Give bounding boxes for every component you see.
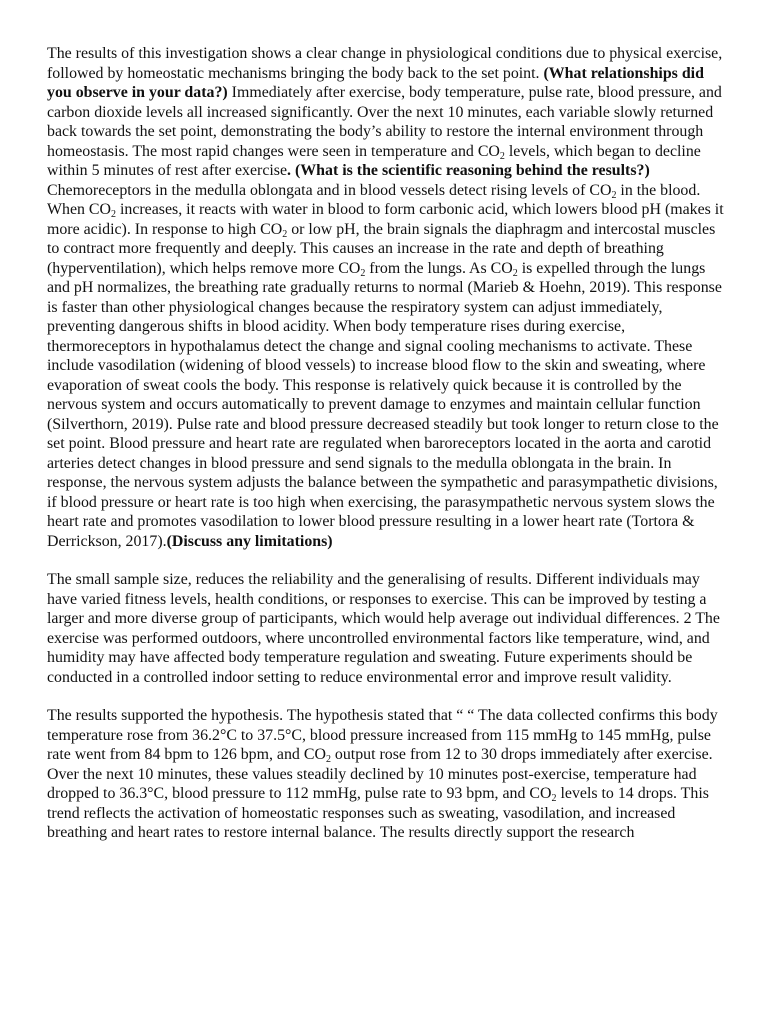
subscript: 2 bbox=[360, 267, 366, 279]
bold-prompt: (Discuss any limitations) bbox=[166, 532, 333, 550]
text-run: The results of this investigation shows a clear change in physiological conditions due to physical exercise, followed by homeostatic mechanisms bringing the body back to the set point. bbox=[47, 45, 723, 82]
bold-prompt: . (What is the scientific reasoning behind the results?) bbox=[287, 162, 650, 179]
subscript: 2 bbox=[325, 754, 331, 765]
text-run: from the lungs. As CO bbox=[365, 259, 513, 277]
text-run: is expelled through the lungs and pH normalizes, the breathing rate gradually returns to normal (Marieb & Hoehn, 2019). This response is faster than other physiological changes because the respiratory system can adjust immediately, preventing dangerous shifts in blood acidity. When body temperature rises during exercise, thermoreceptors in hypothalamus detect the change and signal cooling mechanisms to activate. These include vasodilation (widening of blood vessels) to increase blood flow to the skin and sweating, where evaporation of sweat cools the body. This response is relatively quick because it is controlled by the nervous system and occurs automatically to prevent damage to enzymes and maintain cellular function (Silverthorn, 2019). Pulse rate and blood pressure decreased steadily but took longer to return close to the set point. Blood pressure and heart rate are regulated when baroreceptors located in the aorta and carotid arteries detect changes in blood pressure and send signals to the medulla oblongata in the brain. In response, the nervous system adjusts the balance between the sympathetic and parasympathetic divisions, if blood pressure or heart rate is too high when exercising, the parasympathetic nervous system slows the heart rate and promotes vasodilation to lower blood pressure resulting in a lower heart rate (Tortora & Derrickson, 2017). bbox=[47, 259, 722, 550]
text-run: in the blood. When CO bbox=[47, 181, 701, 218]
paragraph-hypothesis bbox=[47, 706, 725, 843]
subscript: 2 bbox=[611, 189, 617, 201]
subscript: 2 bbox=[111, 209, 116, 220]
paragraph-limitations bbox=[47, 570, 725, 687]
bold-prompt: (What relationships did you observe in your data?) bbox=[47, 64, 704, 101]
paragraph-discussion bbox=[47, 44, 725, 551]
subscript: 2 bbox=[499, 150, 505, 162]
text-run: levels to 14 drops. This trend reflects the activation of homeostatic responses such as sweating, vasodilation, and increased breathing and heart rates to restore internal balance. The results directly support the research bbox=[47, 785, 709, 841]
text-run: increases, it reacts with water in blood to form carbonic acid, which lowers blood pH (makes it more acidic). In response to high CO bbox=[47, 201, 724, 238]
text-run: output rose from 12 to 30 drops immediately after exercise. Over the next 10 minutes, these values steadily declined by 10 minutes post-exercise, temperature had dropped to 36.3°C, blood pressure to 112 mmHg, pulse rate to 93 bpm, and CO bbox=[47, 746, 713, 802]
document-page bbox=[47, 44, 725, 862]
text-run: The small sample size, reduces the reliability and the generalising of results. Different individuals may have varied fitness levels, health conditions, or responses to exercise. This can be improved by testing a larger and more diverse group of participants, which would help average out individual differences. 2 The exercise was performed outdoors, where uncontrolled environmental factors like temperature, wind, and humidity may have affected body temperature regulation and sweating. Future experiments should be conducted in a controlled indoor setting to reduce environmental error and improve result validity. bbox=[47, 571, 720, 686]
text-run: Immediately after exercise, body temperature, pulse rate, blood pressure, and carbon dioxide levels all increased significantly. Over the next 10 minutes, each variable slowly returned back towards the set point, demonstrating the body’s ability to restore the internal environment through homeostasis. The most rapid changes were seen in temperature and CO bbox=[47, 84, 722, 160]
subscript: 2 bbox=[282, 228, 288, 240]
subscript: 2 bbox=[551, 793, 557, 804]
text-run: levels, which began to decline within 5 minutes of rest after exercise bbox=[47, 142, 701, 179]
text-run: Chemoreceptors in the medulla oblongata and in blood vessels detect rising levels of CO bbox=[47, 181, 612, 199]
text-run: or low pH, the brain signals the diaphragm and intercostal muscles to contract more frequently and deeply. This causes an increase in the rate and depth of breathing (hyperventilation), which helps remove more CO bbox=[47, 220, 716, 277]
subscript: 2 bbox=[512, 267, 518, 279]
text-run: The results supported the hypothesis. The hypothesis stated that “ “ The data collected confirms this body temperature rose from 36.2°C to 37.5°C, blood pressure increased from 115 mmHg to 145 mmHg, pulse rate went from 84 bpm to 126 bpm, and CO bbox=[47, 707, 718, 763]
